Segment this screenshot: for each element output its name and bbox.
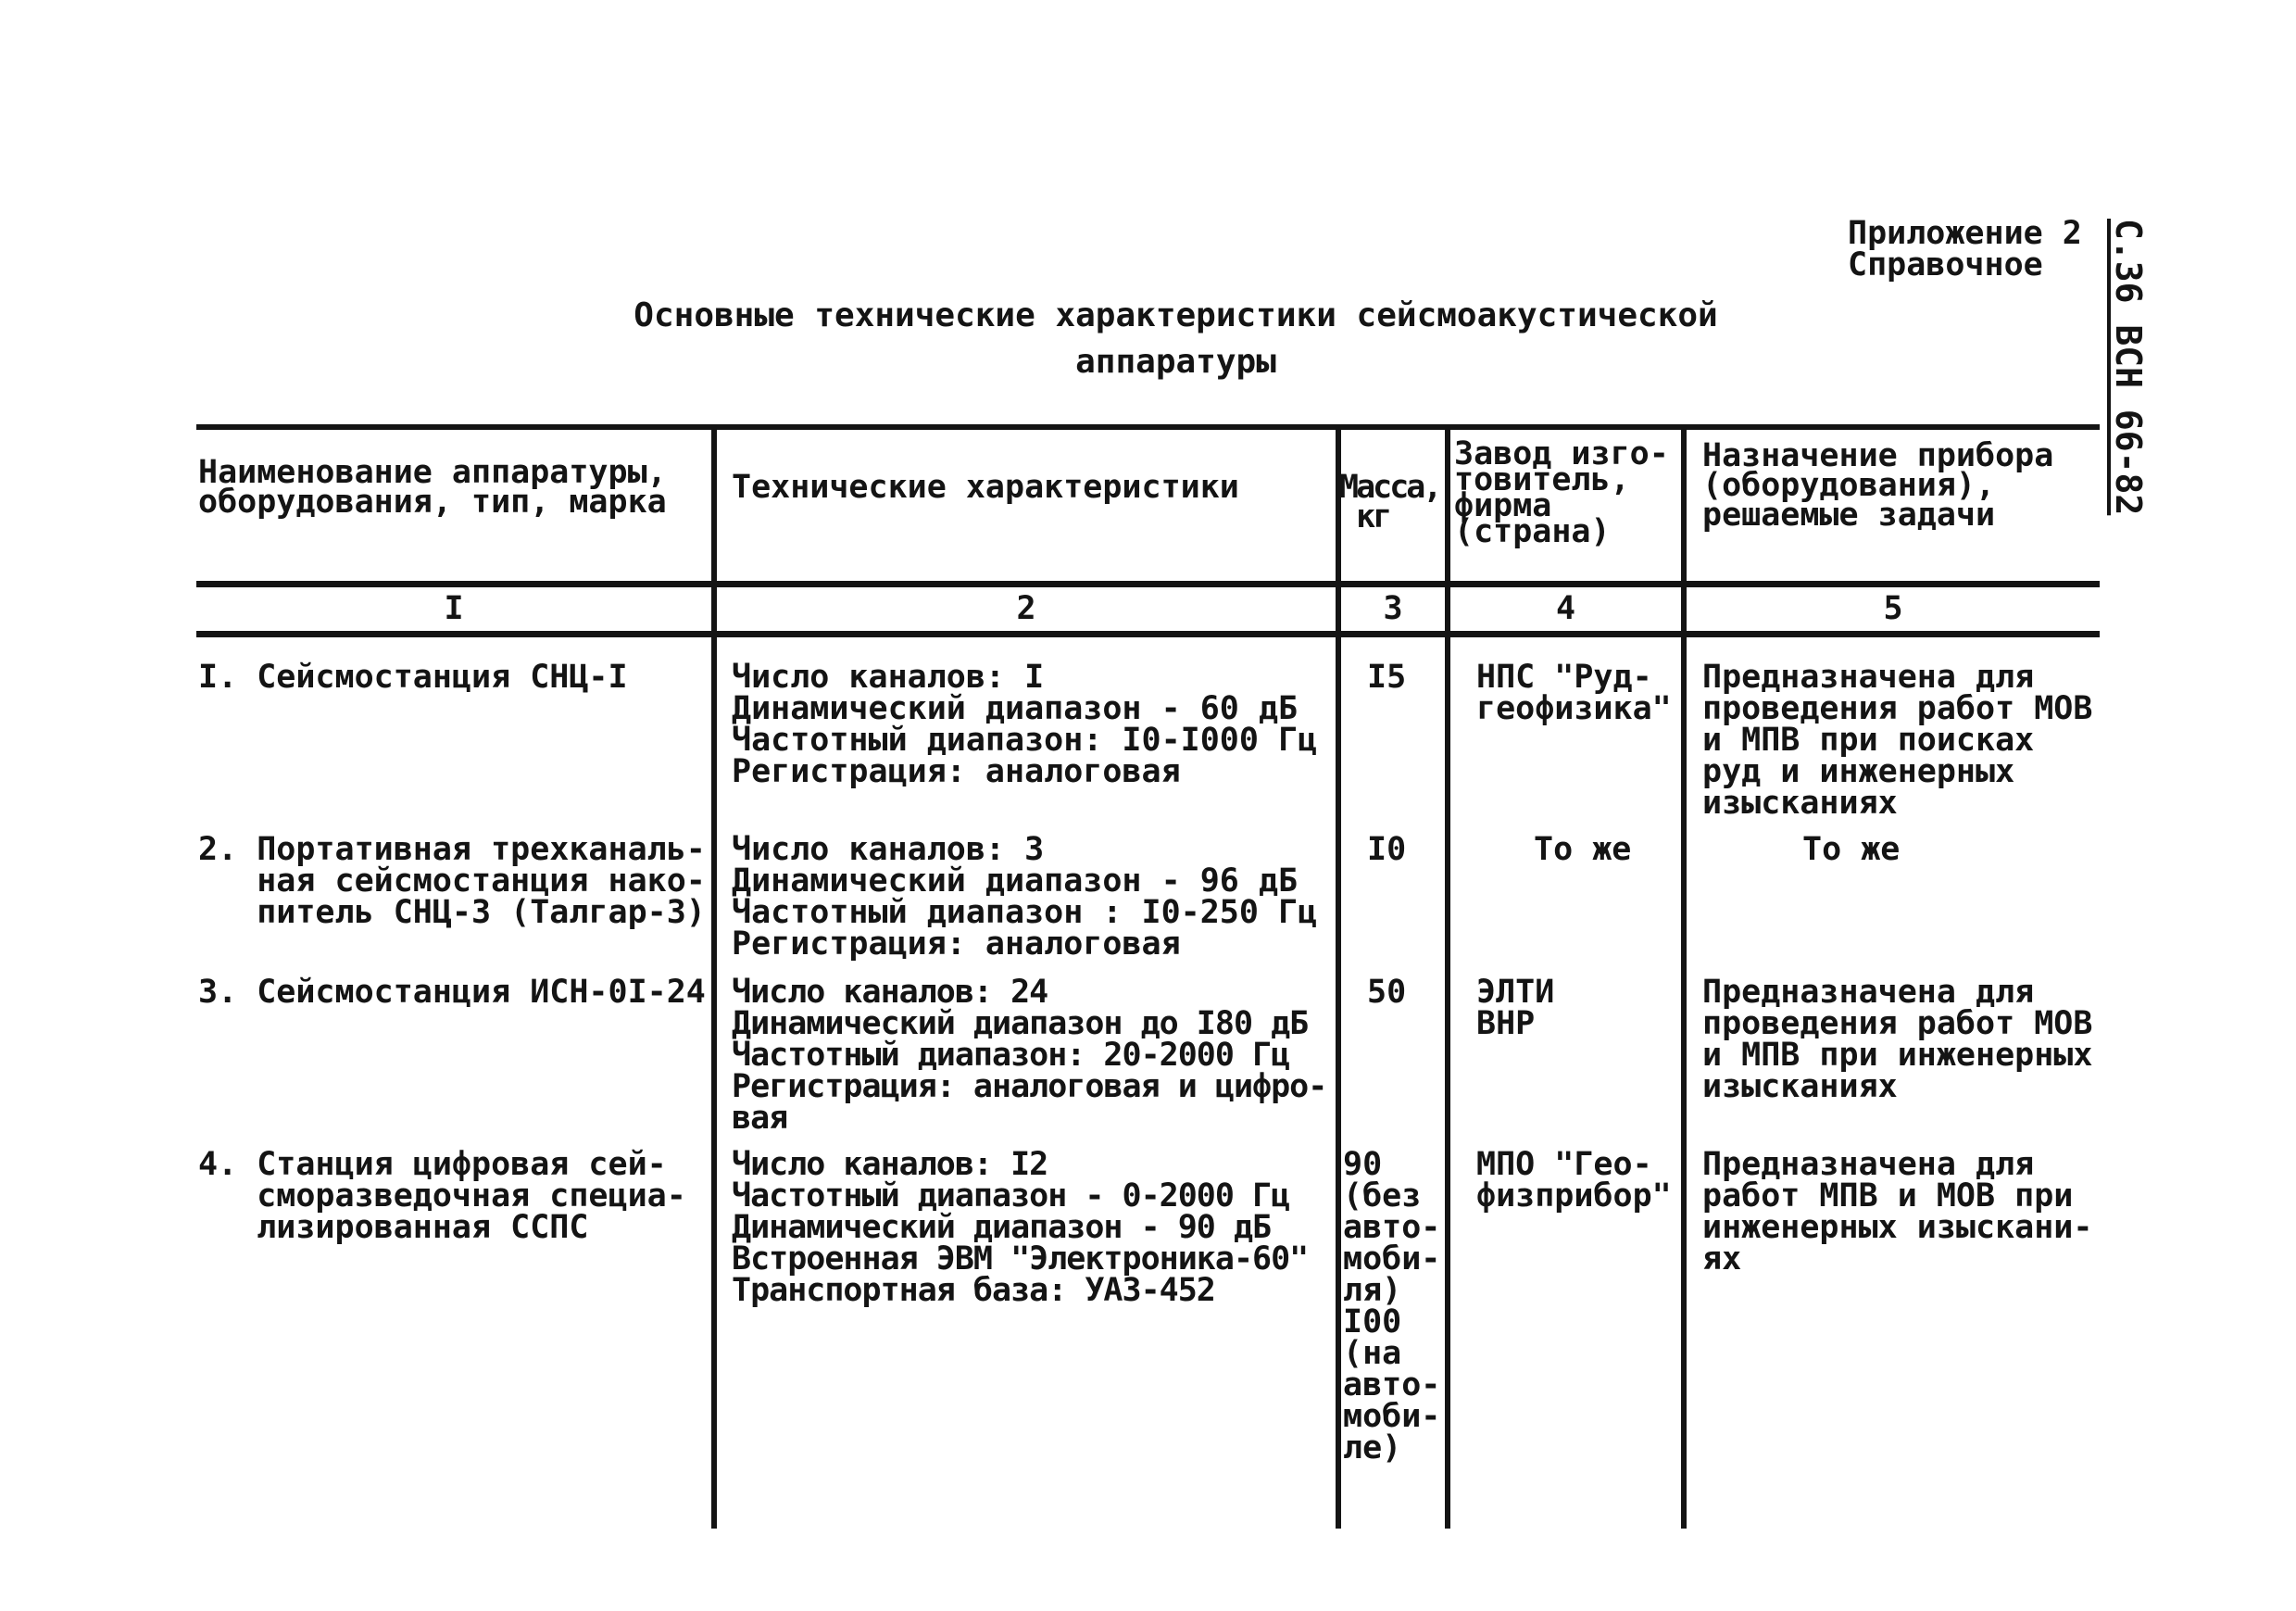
column-number-2: 2 [1016,590,1036,627]
document-title-line1: Основные технические характеристики сейсмоакустической [634,296,1718,334]
row-3-name: 3. Сейсмостанция ИСН-0I-24 [198,974,706,1011]
row-4-name: 4. Станция цифровая сей- сморазведочная специа- лизированная ССПС [198,1146,686,1246]
row-2-mass: I0 [1367,831,1407,868]
row-1-name: I. Сейсмостанция СНЦ-I [198,659,628,696]
appendix-label: Приложение 2 [1848,215,2082,252]
column-divider-1 [711,424,717,1529]
column-number-1: I [444,590,464,627]
header-purpose: Назначение прибора (оборудования), решаемые задачи [1702,437,2054,534]
row-4-mass: 90 (без авто- моби- ля) I00 (на авто- моби- ле) [1343,1146,1441,1466]
row-3-specs: Число каналов: 24 Динамический диапазон до I80 дБ Частотный диапазон: 20-2000 Гц Регистрация: аналоговая и цифро- вая [732,974,1327,1137]
row-1-specs: Число каналов: I Динамический диапазон - 60 дБ Частотный диапазон: I0-I000 Гц Регистрация: аналоговая [732,659,1318,790]
row-2-name: 2. Портативная трехканаль- ная сейсмостанция нако- питель СНЦ-3 (Талгар-3) [198,831,706,931]
column-number-5: 5 [1883,590,1903,627]
row-2-purpose: То же [1802,831,1901,868]
row-3-purpose: Предназначена для проведения работ МОВ и МПВ при инженерных изысканиях [1702,974,2093,1105]
row-1-mass: I5 [1367,659,1407,696]
column-number-3: 3 [1383,590,1403,627]
row-1-purpose: Предназначена для проведения работ МОВ и МПВ при поисках руд и инженерных изысканиях [1702,659,2093,822]
row-1-maker: НПС "Руд- геофизика" [1476,659,1672,727]
numbers-bottom-rule [196,631,2100,637]
header-mass: Масса, кг [1339,469,1440,535]
appendix-type: Справочное [1848,246,2043,283]
column-number-4: 4 [1555,590,1576,627]
table-top-rule [196,424,2100,430]
row-4-maker: МПО "Гео- физприбор" [1476,1146,1672,1215]
column-divider-2 [1336,424,1341,1529]
row-4-specs: Число каналов: I2 Частотный диапазон - 0-2000 Гц Динамический диапазон - 90 дБ Встроенная ЭВМ "Электроника-60" Транспортная база: УАЗ-452 [732,1146,1309,1309]
column-divider-3 [1445,424,1450,1529]
row-3-maker: ЭЛТИ ВНР [1476,974,1555,1042]
header-name: Наименование аппаратуры, оборудования, тип, марка [198,454,667,521]
document-title-line2: аппаратуры [1075,343,1276,381]
header-bottom-rule [196,581,2100,587]
row-2-specs: Число каналов: 3 Динамический диапазон - 96 дБ Частотный диапазон : I0-250 Гц Регистрация: аналоговая [732,831,1318,963]
header-maker: Завод изго- товитель, фирма (страна) [1454,435,1669,550]
row-4-purpose: Предназначена для работ МПВ и МОВ при инженерных изыскани- ях [1702,1146,2093,1277]
column-divider-4 [1681,424,1687,1529]
row-2-maker: То же [1534,831,1632,868]
row-3-mass: 50 [1367,974,1407,1011]
document-code: С.36 ВСН 66-82 [2108,219,2149,516]
header-specs: Технические характеристики [732,469,1239,506]
